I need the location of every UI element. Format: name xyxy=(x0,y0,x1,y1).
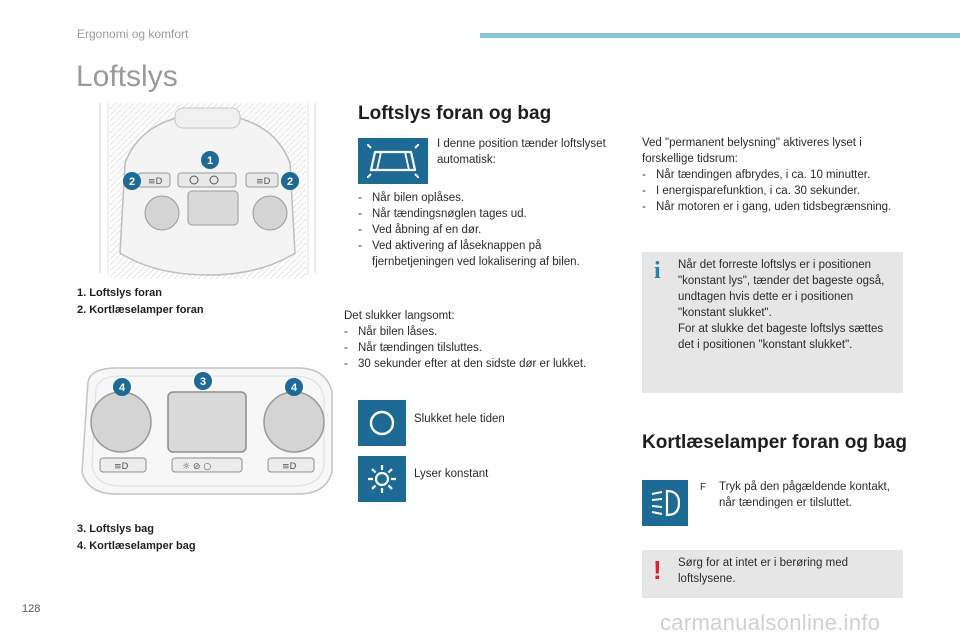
reading-lamp-icon xyxy=(650,488,680,518)
warning-note-box xyxy=(642,550,903,598)
list-item: - Når tændingsnøglen tages ud. xyxy=(358,206,620,222)
permanent-lighting xyxy=(642,135,907,215)
front-callout-2-right: 2 xyxy=(286,176,294,188)
heading-reading-lamps: Kortlæselamper foran og bag xyxy=(642,432,907,453)
reading-lamp-tile xyxy=(642,480,688,526)
front-console-illustration xyxy=(80,103,335,281)
reading-lamp-text: Tryk på den pågældende kontakt, når tændingen er tilsluttet. xyxy=(719,481,890,509)
door-auto-mode-tile xyxy=(358,138,428,184)
rear-light-drawing xyxy=(76,362,338,498)
caption-rear-reading-lamps: 4. Kortlæselamper bag xyxy=(77,540,196,552)
header-accent-bar xyxy=(480,33,960,38)
rear-captions xyxy=(77,521,327,555)
list-item: - Når tændingen tilsluttes. xyxy=(344,340,620,356)
info-symbol: i xyxy=(654,258,661,284)
list-item: - Når tændingen afbrydes, i ca. 10 minutter. xyxy=(642,167,907,183)
rear-light-illustration xyxy=(76,362,338,498)
svg-text:≡D: ≡D xyxy=(148,177,163,187)
car-door-auto-icon xyxy=(367,144,419,178)
svg-text:≡D: ≡D xyxy=(256,177,271,187)
heading-ceiling-lights: Loftslys foran og bag xyxy=(358,103,552,124)
svg-text:≡D: ≡D xyxy=(282,462,297,472)
info-note-box xyxy=(642,252,903,393)
circle-off-icon xyxy=(367,408,397,438)
section-label: Ergonomi og komfort xyxy=(77,27,189,41)
warning-note-text: Sørg for at intet er i berøring med loftslysene. xyxy=(678,557,849,585)
front-console-drawing xyxy=(80,103,335,281)
page-number: 128 xyxy=(22,603,41,615)
svg-text:≡D: ≡D xyxy=(114,462,129,472)
front-callout-1: 1 xyxy=(206,155,214,167)
sun-on-icon xyxy=(366,463,398,495)
off-mode-tile xyxy=(358,400,406,446)
list-item: - Når motoren er i gang, uden tidsbegrænsning. xyxy=(642,199,907,215)
light-on-conditions xyxy=(358,190,620,270)
caption-front-ceiling-light: 1. Loftslys foran xyxy=(77,287,162,299)
front-captions xyxy=(77,285,327,319)
auto-mode-text: I denne position tænder loftslyset automatisk: xyxy=(437,138,606,166)
on-mode-label: Lyser konstant xyxy=(414,468,489,480)
watermark: carmanualsonline.info xyxy=(660,610,881,635)
info-icon xyxy=(654,260,664,282)
list-item: - Ved åbning af en dør. xyxy=(358,222,620,238)
light-off-conditions xyxy=(344,308,620,372)
info-note-text: Når det forreste loftslys er i positionen "konstant lys", tænder det bageste også, undtagen hvis dette er i positionen "konstant slukket". For at slukke det bageste loftslys sættes det i positionen "konstant slukket". xyxy=(678,259,885,351)
warning-icon: ! xyxy=(653,555,662,585)
rear-callout-4-right: 4 xyxy=(290,382,298,394)
front-callout-2-left: 2 xyxy=(128,176,136,188)
page-title: Loftslys xyxy=(76,60,178,93)
list-item: - 30 sekunder efter at den sidste dør er lukket. xyxy=(344,356,620,372)
bullet-symbol: F xyxy=(700,482,707,493)
caption-rear-ceiling-light: 3. Loftslys bag xyxy=(77,523,155,535)
rear-callout-3: 3 xyxy=(199,376,207,388)
on-mode-tile xyxy=(358,456,406,502)
list-item: - Når bilen oplåses. xyxy=(358,190,620,206)
list-item: - Ved aktivering af låseknappen på fjernbetjeningen ved lokalisering af bilen. xyxy=(358,238,620,270)
caption-front-reading-lamps: 2. Kortlæselamper foran xyxy=(77,304,204,316)
off-intro: Det slukker langsomt: xyxy=(344,310,455,322)
permanent-intro: Ved "permanent belysning" aktiveres lyset i forskellige tidsrum: xyxy=(642,137,862,165)
svg-text:☼ ⊘ ○: ☼ ⊘ ○ xyxy=(182,462,212,472)
off-mode-label: Slukket hele tiden xyxy=(414,413,505,425)
list-item: - Når bilen låses. xyxy=(344,324,620,340)
rear-callout-4-left: 4 xyxy=(118,382,126,394)
list-item: - I energisparefunktion, i ca. 30 sekunder. xyxy=(642,183,907,199)
